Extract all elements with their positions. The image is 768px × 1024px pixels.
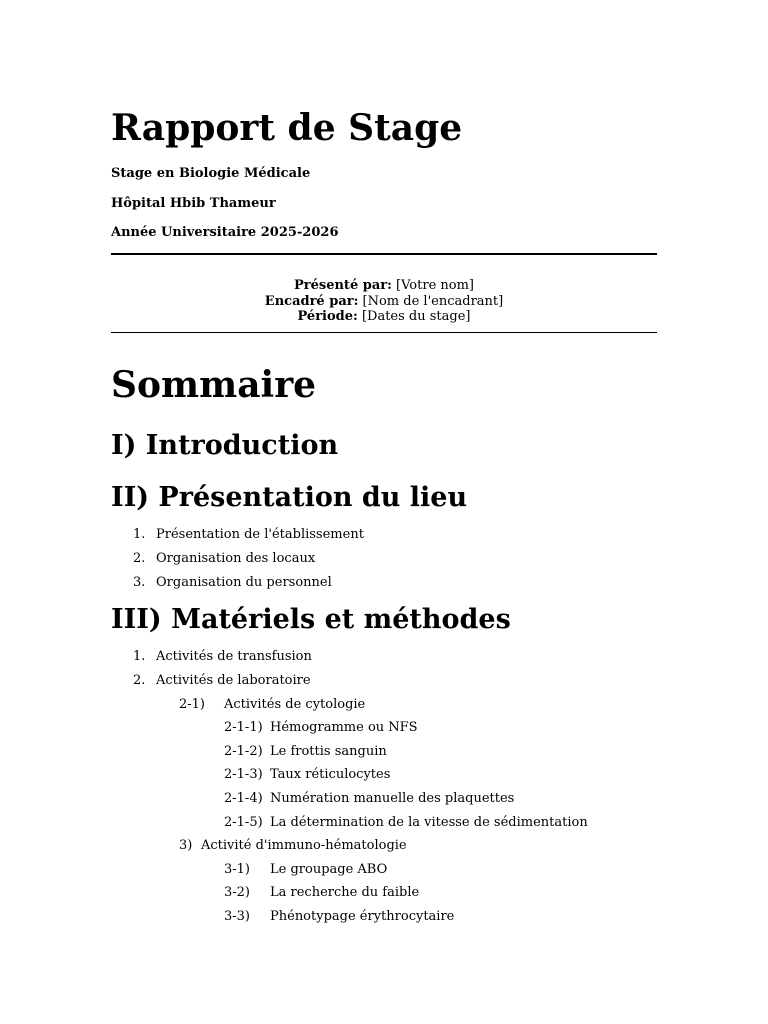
period-row bbox=[111, 309, 657, 325]
list-item-number: 1. bbox=[133, 649, 146, 664]
list-item-number: 2. bbox=[133, 673, 146, 688]
section-heading-lieu: II) Présentation du lieu bbox=[111, 482, 468, 513]
section-heading-materiels: III) Matériels et méthodes bbox=[111, 604, 511, 635]
subsublist-item-number: 2-1-5) bbox=[224, 815, 263, 830]
subsublist-item-number: 2-1-3) bbox=[224, 767, 263, 782]
subsublist-item-text: Le frottis sanguin bbox=[270, 744, 387, 759]
subsublist-item-number: 2-1-2) bbox=[224, 744, 263, 759]
subsublist-item-number: 3-1) bbox=[224, 862, 251, 877]
presenter-block bbox=[111, 278, 657, 325]
sublist-item-text: Activités de cytologie bbox=[224, 697, 366, 712]
list-item-number: 3. bbox=[133, 575, 146, 590]
subsublist-item-text: La recherche du faible bbox=[270, 885, 420, 900]
list-item-text: Activités de laboratoire bbox=[156, 673, 311, 688]
subsublist-item-text: Numération manuelle des plaquettes bbox=[270, 791, 515, 806]
subsublist-item-number: 2-1-4) bbox=[224, 791, 263, 806]
subsublist-item-text: Taux réticulocytes bbox=[270, 767, 391, 782]
presented-by-row bbox=[111, 278, 657, 294]
subsublist-item-text: Phénotypage érythrocytaire bbox=[270, 909, 455, 924]
meta-year: Année Universitaire 2025-2026 bbox=[111, 225, 339, 240]
supervised-by-value: [Nom de l'encadrant] bbox=[358, 293, 504, 309]
subsublist-item-number: 2-1-1) bbox=[224, 720, 263, 735]
supervised-by-row bbox=[111, 294, 657, 310]
presented-by-label: Présenté par: bbox=[294, 278, 392, 293]
period-value: [Dates du stage] bbox=[357, 309, 471, 324]
supervised-by-label: Encadré par: bbox=[264, 293, 359, 309]
report-title: Rapport de Stage bbox=[111, 107, 463, 149]
list-item-text: Activités de transfusion bbox=[156, 649, 312, 664]
list-item-number: 2. bbox=[133, 551, 146, 566]
list-item-number: 1. bbox=[133, 527, 146, 542]
sublist-item-text: Activité d'immuno-hématologie bbox=[201, 838, 407, 853]
meta-internship: Stage en Biologie Médicale bbox=[111, 166, 311, 181]
list-item-text: Présentation de l'établissement bbox=[156, 527, 364, 542]
presented-by-value: [Votre nom] bbox=[391, 278, 474, 293]
divider-thick bbox=[111, 253, 657, 255]
list-item-text: Organisation du personnel bbox=[156, 575, 332, 590]
subsublist-item-text: Hémogramme ou NFS bbox=[270, 720, 418, 735]
sublist-item-number: 2-1) bbox=[179, 697, 206, 712]
subsublist-item-number: 3-3) bbox=[224, 909, 251, 924]
section-heading-introduction: I) Introduction bbox=[111, 430, 339, 461]
meta-hospital: Hôpital Hbib Thameur bbox=[111, 196, 276, 211]
subsublist-item-number: 3-2) bbox=[224, 885, 251, 900]
divider-thin bbox=[111, 332, 657, 333]
subsublist-item-text: Le groupage ABO bbox=[270, 862, 388, 877]
subsublist-item-text: La détermination de la vitesse de sédimentation bbox=[270, 815, 588, 830]
summary-title: Sommaire bbox=[111, 364, 317, 406]
period-label: Période: bbox=[297, 309, 358, 324]
sublist-item-number: 3) bbox=[179, 838, 193, 853]
list-item-text: Organisation des locaux bbox=[156, 551, 316, 566]
